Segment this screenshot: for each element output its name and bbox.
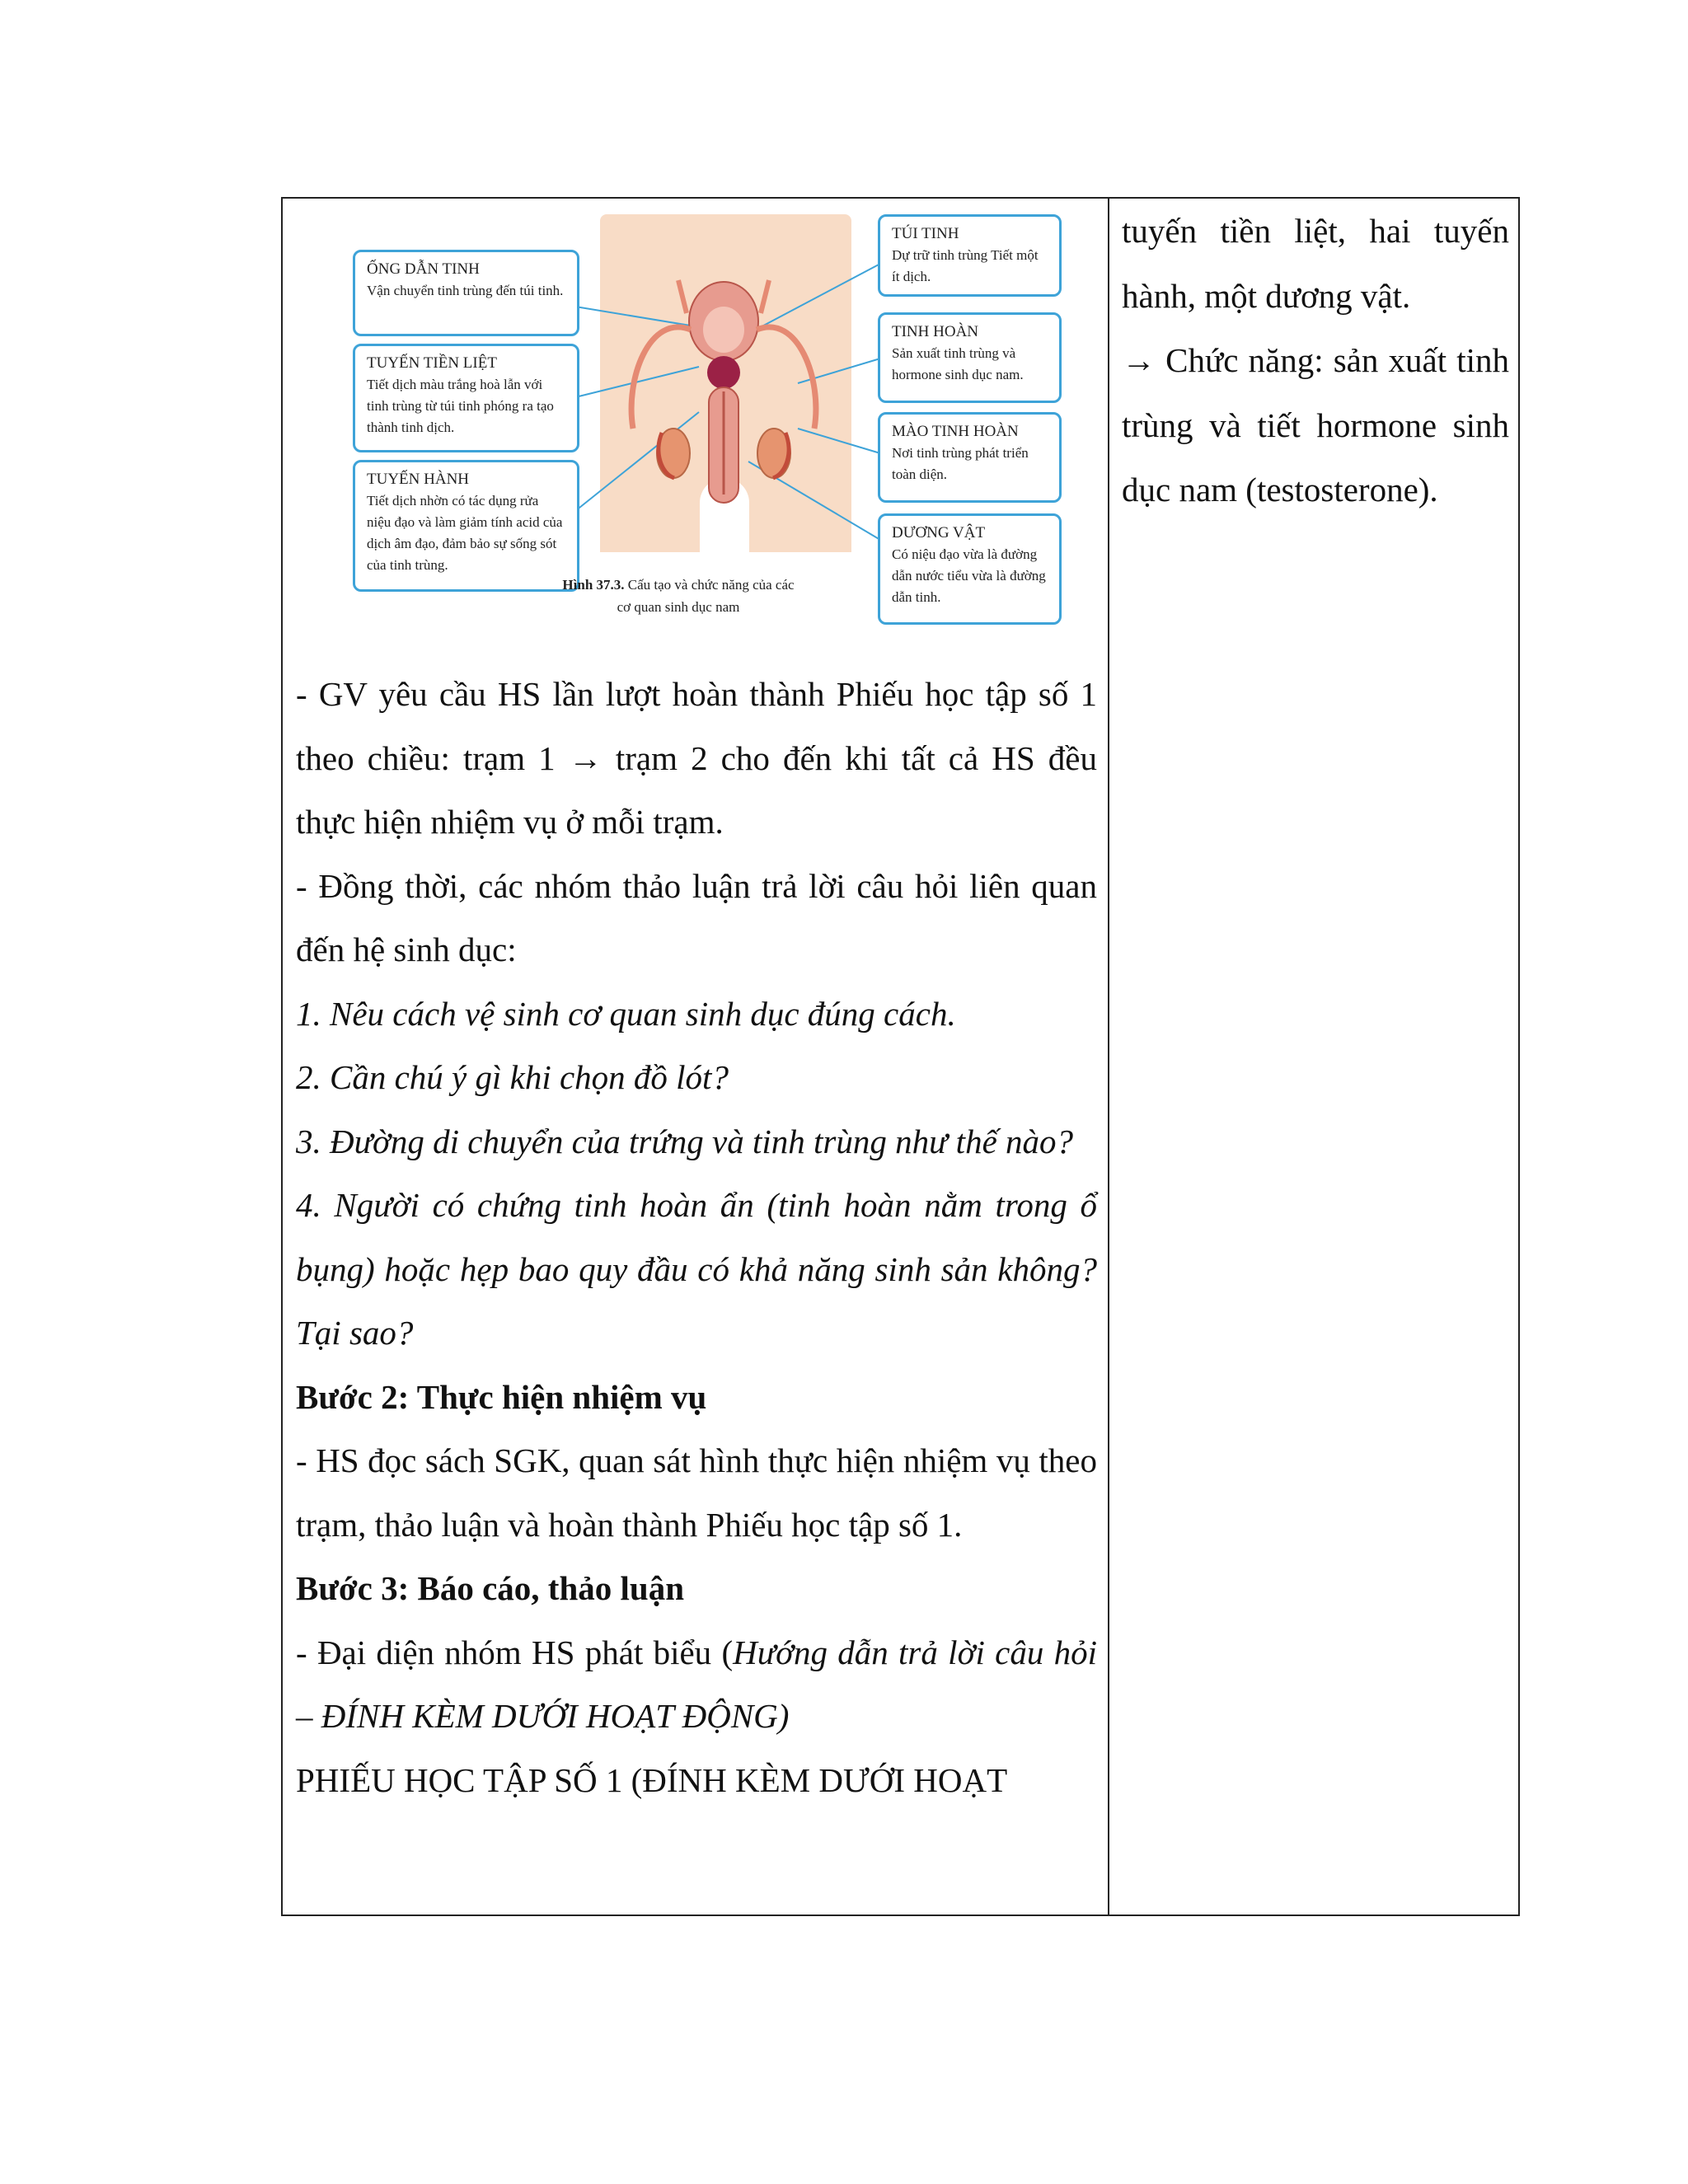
- question-3: 3. Đường di chuyển của trứng và tinh trùng như thế nào?: [296, 1122, 1074, 1160]
- question-2: 2. Cần chú ý gì khi chọn đồ lót?: [296, 1058, 729, 1096]
- discussion-paragraph: - Đồng thời, các nhóm thảo luận trả lời câu hỏi liên quan đến hệ sinh dục:: [296, 866, 1097, 968]
- step-3-heading: Bước 3: Báo cáo, thảo luận: [296, 1569, 684, 1607]
- anatomy-figure: [353, 214, 1062, 626]
- step-3-paragraph: - Đại diện nhóm HS phát biểu (Hướng dẫn trả lời câu hỏi – ĐÍNH KÈM DƯỚI HOẠT ĐỘNG): [296, 1633, 1098, 1735]
- label-ong-dan-tinh: ỐNG DẪN TINH Vận chuyển tinh trùng đến túi tinh.: [353, 250, 579, 336]
- column-divider: [1108, 199, 1109, 1915]
- structure-text: tuyến tiền liệt, hai tuyến hành, một dương vật.: [1122, 212, 1509, 315]
- question-4: 4. Người có chứng tinh hoàn ẩn (tinh hoàn nằm trong ổ bụng) hoặc hẹp bao quy đầu có khả năng sinh sản không? Tại sao?: [296, 1186, 1097, 1352]
- figure-caption: Hình 37.3. Cấu tạo và chức năng của các cơ quan sinh dục nam: [562, 577, 795, 615]
- label-tuyen-hanh: TUYẾN HÀNH Tiết dịch nhờn có tác dụng rửa niệu đạo và làm giảm tính acid của dịch âm đạo, đảm bảo sự sống sót của tinh trùng.: [353, 460, 579, 592]
- label-tinh-hoan: TINH HOÀN Sản xuất tinh trùng và hormone sinh dục nam.: [878, 312, 1062, 403]
- worksheet-title: PHIẾU HỌC TẬP SỐ 1 (ĐÍNH KÈM DƯỚI HOẠT: [296, 1760, 1008, 1799]
- step-2-heading: Bước 2: Thực hiện nhiệm vụ: [296, 1377, 707, 1416]
- instruction-paragraph: - GV yêu cầu HS lần lượt hoàn thành Phiếu học tập số 1 theo chiều: trạm 1 → trạm 2 cho đến khi tất cả HS đều thực hiện nhiệm vụ ở mỗi trạm.: [296, 675, 1097, 841]
- activity-text: [296, 663, 1097, 1812]
- function-text: → Chức năng: sản xuất tinh trùng và tiết hormone sinh dục nam (testosterone).: [1122, 341, 1509, 509]
- product-column: [1122, 199, 1509, 523]
- label-tui-tinh: TÚI TINH Dự trữ tinh trùng Tiết một ít dịch.: [878, 214, 1062, 297]
- label-duong-vat: DƯƠNG VẬT Có niệu đạo vừa là đường dẫn nước tiểu vừa là đường dẫn tinh.: [878, 513, 1062, 625]
- question-1: 1. Nêu cách vệ sinh cơ quan sinh dục đúng cách.: [296, 994, 956, 1033]
- label-tuyen-tien-liet: TUYẾN TIỀN LIỆT Tiết dịch màu trắng hoà lẫn với tinh trùng từ túi tinh phóng ra tạo thành tinh dịch.: [353, 344, 579, 452]
- step-2-paragraph: - HS đọc sách SGK, quan sát hình thực hiện nhiệm vụ theo trạm, thảo luận và hoàn thành Phiếu học tập số 1.: [296, 1441, 1097, 1544]
- label-mao-tinh-hoan: MÀO TINH HOÀN Nơi tinh trùng phát triển toàn diện.: [878, 412, 1062, 503]
- lesson-table: [281, 197, 1520, 1916]
